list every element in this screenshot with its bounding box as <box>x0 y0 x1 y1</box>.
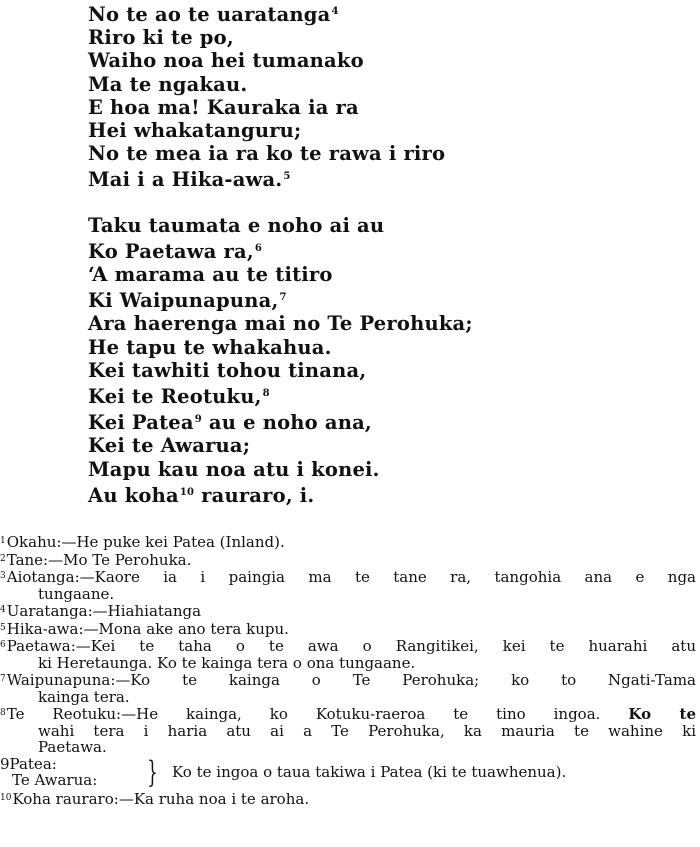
footnote-1 <box>0 533 700 551</box>
footnote-label: Koha rauraro: <box>12 789 119 808</box>
footnote-label: Te Reotuku: <box>6 705 122 723</box>
verse-line: E hoa ma! Kauraka ia ra <box>88 95 359 119</box>
verse-line <box>88 382 473 408</box>
footnote-marker[interactable]: 4 <box>331 6 339 17</box>
verse-line <box>88 165 473 191</box>
footnote-label: Paetawa: <box>6 637 76 655</box>
verse-line: No te mea ia ra ko te rawa i riro <box>88 142 446 166</box>
brace-icon: } <box>147 754 158 790</box>
footnote-number: 7 <box>0 674 6 684</box>
footnote-text: —He kainga, ko Kotuku-raeroa te tino ingoa. <box>121 705 601 723</box>
footnote-3 <box>0 568 696 586</box>
footnote-2 <box>0 551 700 569</box>
verse-text: No te ao te uaratanga <box>88 3 331 26</box>
footnote-number: 4 <box>0 605 6 615</box>
footnote-9-label-2: Te Awarua: <box>12 770 98 789</box>
footnote-marker[interactable]: 5 <box>283 171 291 183</box>
footnote-number: 1 <box>0 536 6 546</box>
verse-line <box>88 408 473 434</box>
footnote-number: 10 <box>0 792 12 803</box>
verse-line: Mapu kau noa atu i konei. <box>88 457 380 481</box>
footnote-text: Ko te ingoa o taua takiwa i Patea (ki te tuawhenua). <box>172 762 567 781</box>
verse-line: He tapu te whakahua. <box>88 335 332 359</box>
footnote-9 <box>0 756 700 790</box>
footnote-bold-text: Ko te <box>628 705 696 723</box>
verse-line: Kei te Awarua; <box>88 434 251 458</box>
footnotes <box>0 533 700 807</box>
footnote-text: —He puke kei Patea (Inland). <box>61 533 285 551</box>
footnote-marker[interactable]: 10 <box>179 486 195 498</box>
verse-text: rauraro, i. <box>194 483 315 507</box>
footnote-4 <box>0 602 700 620</box>
verse-line: Waiho noa hei tumanako <box>88 49 364 73</box>
footnote-marker[interactable]: 7 <box>279 292 287 304</box>
footnote-9-label-1 <box>0 756 57 773</box>
verse-text: Kei Patea <box>88 411 194 435</box>
footnote-3-continuation: tungaane. <box>38 584 115 603</box>
footnote-label: Patea: <box>9 754 57 773</box>
footnote-number: 2 <box>0 553 6 564</box>
footnote-marker[interactable]: 6 <box>254 242 263 254</box>
footnote-label: Hika-awa: <box>6 619 84 638</box>
footnote-label: Uaratanga: <box>6 602 93 620</box>
footnote-10 <box>0 790 700 808</box>
verse-text: Ki Waipunapuna, <box>88 289 279 313</box>
footnote-label: Aiotanga: <box>6 568 80 586</box>
footnote-6 <box>0 637 696 655</box>
verse-line <box>88 237 473 263</box>
footnote-text: —Ka ruha noa i te aroha. <box>118 789 310 808</box>
verse-line <box>88 0 473 26</box>
footnote-text: —Ko te kainga o Te Perohuka; ko to Ngati-Tama <box>115 671 696 689</box>
verse-line: Hei whakatanguru; <box>88 119 302 143</box>
footnote-number: 5 <box>0 622 6 633</box>
stanza-2 <box>84 214 473 507</box>
footnote-label: Waipunapuna: <box>6 671 116 689</box>
footnote-8 <box>0 705 696 723</box>
footnote-8-continuation: wahi tera i haria atu ai a Te Perohuka, ka mauria te wahine ki <box>38 721 696 740</box>
footnote-number: 9 <box>0 754 10 773</box>
verse-line: Taku taumata e noho ai au <box>88 213 385 237</box>
footnote-7 <box>0 671 696 689</box>
footnote-marker[interactable]: 9 <box>194 414 202 426</box>
footnote-number: 8 <box>0 708 6 718</box>
verse-line: Ma te ngakau. <box>88 72 248 96</box>
footnote-marker[interactable]: 8 <box>262 388 270 400</box>
verse-line: ‘A marama au te titiro <box>88 263 333 287</box>
footnote-text: —Kaore ia i paingia ma te tane ra, tangohia ana e nga <box>79 568 696 586</box>
verse-line <box>88 481 473 507</box>
verse-line: Ara haerenga mai no Te Perohuka; <box>88 312 473 336</box>
verse-text: au e noho ana, <box>201 411 372 435</box>
verse-text: Kei te Reotuku, <box>88 385 262 409</box>
verse-text: Mai i a Hika-awa. <box>88 168 283 192</box>
footnote-label: Okahu: <box>6 533 62 551</box>
footnote-text: —Kei te taha o te awa o Rangitikei, kei te huarahi atu <box>75 637 696 655</box>
stanza-1 <box>84 0 473 192</box>
verse-text: Ko Paetawa ra, <box>88 239 254 263</box>
footnote-7-continuation: kainga tera. <box>38 687 130 706</box>
footnote-text: —Mona ake ano tera kupu. <box>83 619 289 638</box>
poem <box>84 0 473 507</box>
footnote-text: —Hiahiatanga <box>92 602 202 620</box>
footnote-label: Tane: <box>6 550 49 569</box>
footnote-5 <box>0 620 700 638</box>
footnote-number: 6 <box>0 640 6 650</box>
footnote-number: 3 <box>0 571 6 581</box>
verse-line <box>88 286 473 312</box>
footnote-6-continuation: ki Heretaunga. Ko te kainga tera o ona tungaane. <box>38 653 416 672</box>
verse-line: Kei tawhiti tohou tinana, <box>88 358 367 382</box>
footnote-8-continuation-2: Paetawa. <box>38 738 107 756</box>
verse-line: Riro ki te po, <box>88 26 234 50</box>
verse-text: Au koha <box>88 483 179 507</box>
footnote-text: —Mo Te Perohuka. <box>48 550 192 569</box>
